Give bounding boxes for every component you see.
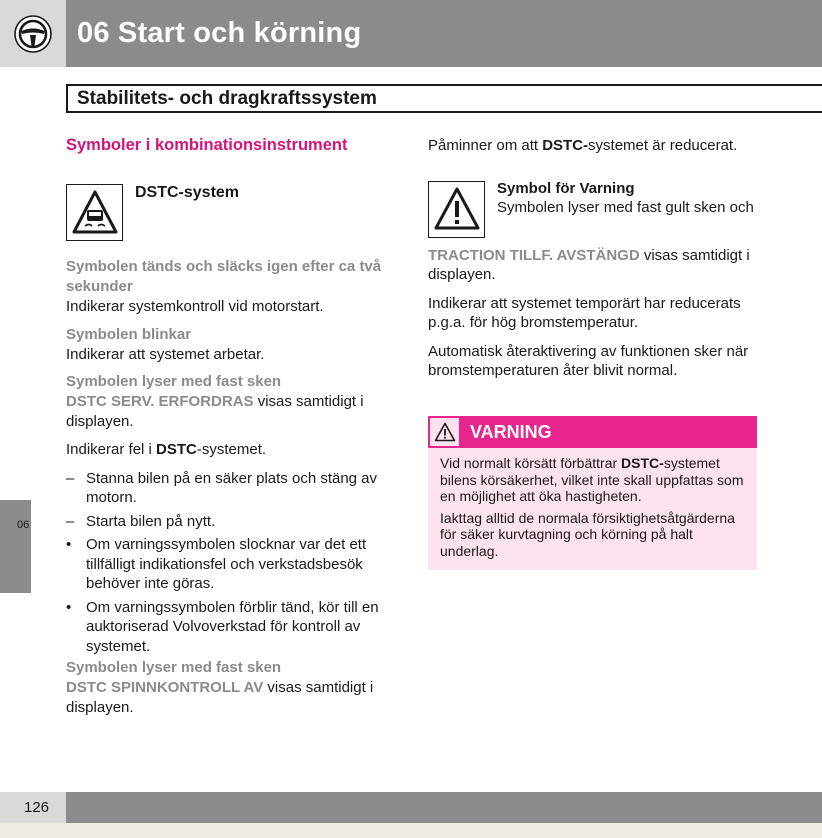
warning-body	[428, 448, 757, 559]
right-column	[428, 136, 758, 381]
warning-paragraph-1-bold: DSTC-	[621, 455, 664, 471]
warning-symbol-title: Symbol för Varning	[497, 179, 635, 197]
dstc-spinn-code: DSTC SPINNKONTROLL AV	[66, 679, 264, 696]
paragraph-4	[66, 440, 396, 460]
paragraph-4-bold: DSTC	[156, 441, 197, 458]
paragraph-2-heading: Symbolen blinkar	[66, 325, 192, 343]
list-item	[66, 512, 396, 532]
warning-paragraph-1	[440, 455, 745, 505]
dstc-symbol-row	[66, 184, 396, 241]
right-paragraph-2	[428, 246, 758, 285]
left-column	[66, 136, 396, 717]
list-marker: •	[66, 536, 72, 553]
instruction-list	[66, 469, 396, 657]
warning-small-icon	[434, 422, 456, 442]
list-item-text: Stanna bilen på en säker plats och stäng av motorn.	[86, 469, 378, 506]
paragraph-1	[66, 257, 396, 317]
list-item	[66, 469, 396, 508]
dstc-symbol-frame	[66, 184, 123, 241]
page-footer	[0, 792, 822, 823]
right-paragraph-2-rest: visas samtidigt i displayen.	[428, 246, 750, 283]
dstc-skid-icon	[70, 188, 120, 238]
paragraph-5-heading: Symbolen lyser med fast sken	[66, 659, 282, 676]
page-number: 126	[24, 799, 50, 816]
traction-code: TRACTION TILLF. AVSTÄNGD	[428, 246, 640, 264]
right-paragraph-1-post: systemet är reducerat.	[588, 137, 738, 154]
warning-box	[428, 416, 757, 570]
header-bar	[66, 0, 822, 67]
steering-wheel-icon-box	[0, 0, 66, 67]
paragraph-2	[66, 325, 396, 365]
warning-header	[428, 416, 757, 448]
paragraph-5	[66, 658, 396, 717]
list-item	[66, 535, 396, 594]
footer-bar	[66, 792, 822, 823]
warning-header-icon-box	[430, 418, 459, 446]
list-item-text: Om varningssymbolen slocknar var det ett tillfälligt indikationsfel och verkstadsbesök behöver inte göras.	[86, 536, 367, 592]
right-paragraph-1	[428, 136, 758, 156]
paragraph-5-text	[66, 678, 396, 717]
list-item-text: Starta bilen på nytt.	[86, 512, 216, 530]
paragraph-4-post: -systemet.	[196, 441, 267, 458]
warning-paragraph-2: Iakttag alltid de normala försiktighetsåtgärderna för säker kurvtagning och körning på halt underlag.	[440, 509, 735, 559]
list-marker: •	[66, 598, 72, 616]
paragraph-1-text: Indikerar systemkontroll vid motorstart.	[66, 298, 324, 315]
right-paragraph-1-bold: DSTC-	[542, 137, 589, 154]
warning-symbol-desc: Symbolen lyser med fast gult sken och	[497, 199, 754, 216]
page-number-box	[0, 792, 66, 823]
warning-paragraph-1-post: systemet bilens körsäkerhet, vilket inte skall uppfattas som en möjlighet att öka hastigheten.	[440, 455, 744, 504]
paragraph-3-heading: Symbolen lyser med fast sken	[66, 373, 282, 390]
warning-title: VARNING	[470, 421, 552, 442]
bottom-strip	[0, 823, 822, 838]
warning-symbol-frame	[428, 181, 485, 238]
paragraph-5-rest: visas samtidigt i displayen.	[66, 679, 374, 716]
warning-symbol-row	[428, 181, 758, 238]
dstc-serv-code: DSTC SERV. ERFORDRAS	[66, 393, 254, 410]
right-paragraph-4: Automatisk återaktivering av funktionen sker när bromstemperaturen åter blivit normal.	[428, 342, 749, 379]
list-marker: –	[66, 512, 75, 530]
left-heading: Symboler i kombinationsinstrument	[66, 136, 348, 154]
section-title-box	[66, 84, 822, 113]
chapter-header	[0, 0, 822, 67]
chapter-side-tab	[0, 500, 31, 593]
paragraph-2-text: Indikerar att systemet arbetar.	[66, 345, 265, 363]
dstc-label: DSTC-system	[135, 184, 240, 201]
right-paragraph-1-pre: Påminner om att	[428, 137, 543, 154]
paragraph-3	[66, 372, 396, 431]
warning-paragraph-1-pre: Vid normalt körsätt förbättrar	[440, 455, 622, 471]
warning-triangle-icon	[432, 184, 482, 234]
list-item	[66, 598, 396, 657]
paragraph-3-text	[66, 392, 396, 431]
steering-wheel-icon	[13, 14, 53, 54]
paragraph-4-pre: Indikerar fel i	[66, 441, 157, 458]
paragraph-3-rest: visas samtidigt i displayen.	[66, 393, 364, 430]
list-marker: –	[66, 469, 75, 487]
warning-symbol-text	[497, 179, 754, 218]
paragraph-1-heading: Symbolen tänds och släcks igen efter ca två sekunder	[66, 258, 382, 295]
chapter-title: 06 Start och körning	[77, 17, 362, 49]
right-paragraph-3: Indikerar att systemet temporärt har reducerats p.g.a. för hög bromstemperatur.	[428, 294, 741, 331]
side-tab-label: 06	[17, 519, 30, 531]
list-item-text: Om varningssymbolen förblir tänd, kör till en auktoriserad Volvoverkstad för kontroll av systemet.	[86, 598, 379, 655]
section-title: Stabilitets- och dragkraftssystem	[77, 87, 377, 109]
